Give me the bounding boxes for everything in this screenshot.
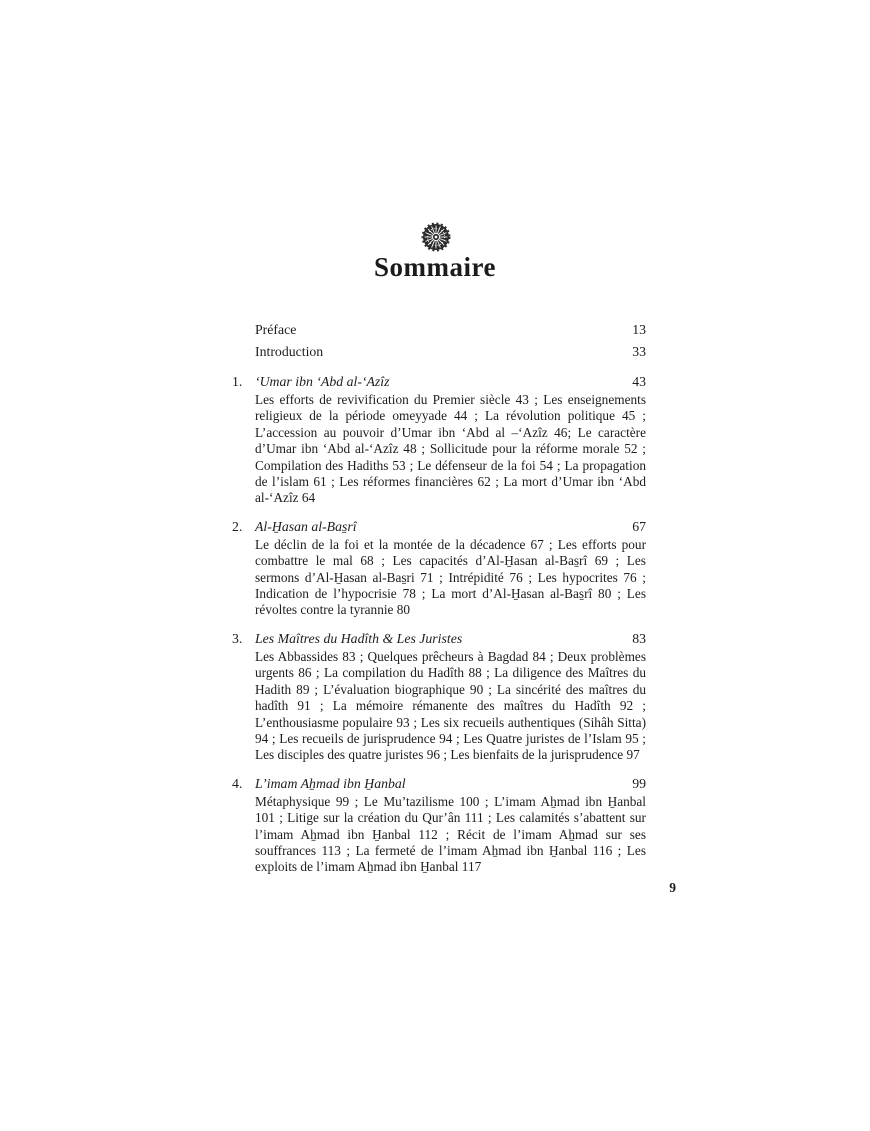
chapter-page: 67: [632, 518, 646, 534]
folio-page-number: 9: [669, 880, 676, 895]
toc-entry-preface: [232, 319, 646, 341]
chapter-title: Les Maîtres du Hadîth & Les Juristes: [255, 630, 463, 646]
chapter-heading: [232, 517, 646, 536]
chapter-heading: [232, 372, 646, 391]
toc-entry-introduction: [232, 341, 646, 363]
chapter-number: 1.: [232, 374, 243, 389]
chapter-subtopics: Les efforts de revivification du Premier siècle 43 ; Les enseignements religieux de la période omeyyade 44 ; La révolution politique 45 ; L’accession au pouvoir d’Umar ibn ‘Abd al –‘Azîz 46; Le caractère d’Umar ibn ‘Abd al-‘Azîz 48 ; Sollicitude pour la réforme morale 52 ; Compilation des Hadiths 53 ; Le défenseur de la foi 54 ; La propagation de l’islam 61 ; Les réformes financières 62 ; La mort d’Umar ibn ‘Abd al-‘Azîz 64: [255, 392, 646, 506]
toc-entry-label: Introduction: [255, 343, 324, 359]
chapter-subtopics: Le déclin de la foi et la montée de la décadence 67 ; Les efforts pour combattre le mal 68 ; Les capacités d’Al-H̱asan al-Bas̱rî 69 ; Les sermons d’Al-H̱asan al-Bas̱ri 71 ; Intrépidité 76 ; Les hypocrites 76 ; Indication de l’hypocrisie 78 ; La mort d’Al-H̱asan al-Bas̱rî 80 ; Les révoltes contre la tyrannie 80: [255, 536, 646, 618]
toc-chapter-2: [232, 517, 646, 619]
toc-chapter-3: [232, 629, 646, 764]
toc-chapter-4: [232, 774, 646, 876]
chapter-number: 3.: [232, 630, 243, 646]
toc-entry-page: 13: [632, 322, 646, 337]
toc-entry-label: Préface: [255, 322, 297, 337]
chapter-heading: [232, 774, 646, 793]
chapter-title: Al-H̱asan al-Bas̱rî: [255, 518, 357, 534]
chapter-page: 99: [632, 775, 646, 791]
chapter-title: L’imam Aẖmad ibn H̱anbal: [255, 775, 406, 791]
chapter-heading: [232, 629, 646, 648]
chapter-subtopics: Les Abbassides 83 ; Quelques prêcheurs à Bagdad 84 ; Deux problèmes urgents 86 ; La compilation du Hadîth 88 ; La diligence des Maîtres du Hadith 89 ; L’évaluation biographique 90 ; La sincérité des maîtres du hadîth 91 ; La mémoire rémanente des maîtres du Hadîth 92 ; L’enthousiasme populaire 93 ; Les six recueils authentiques (Sihâh Sitta) 94 ; Les recueils de jurisprudence 94 ; Les Quatre juristes de l’Islam 95 ; Les disciples des quatre juristes 96 ; Les bienfaits de la jurisprudence 97: [255, 648, 646, 763]
rosette-icon: [419, 220, 453, 254]
chapter-title: ‘Umar ibn ‘Abd al-‘Azîz: [255, 374, 390, 389]
page-title: Sommaire: [374, 252, 496, 282]
chapter-page: 83: [632, 630, 646, 646]
toc-chapter-1: [232, 372, 646, 507]
chapter-number: 4.: [232, 775, 243, 791]
chapter-subtopics: Métaphysique 99 ; Le Mu’tazilisme 100 ; L’imam Aẖmad ibn H̱anbal 101 ; Litige sur la création du Qur’ân 111 ; Les calamités s’abattent sur l’imam Aẖmad ibn H̱anbal 112 ; Récit de l’imam Aẖmad sur ses souffrances 113 ; La fermeté de l’imam Aẖmad ibn H̱anbal 116 ; Les exploits de l’imam Aẖmad ibn H̱anbal 117: [255, 793, 646, 875]
table-of-contents: [232, 319, 646, 876]
toc-entry-page: 33: [632, 343, 646, 359]
chapter-number: 2.: [232, 518, 243, 534]
chapter-page: 43: [632, 374, 646, 389]
